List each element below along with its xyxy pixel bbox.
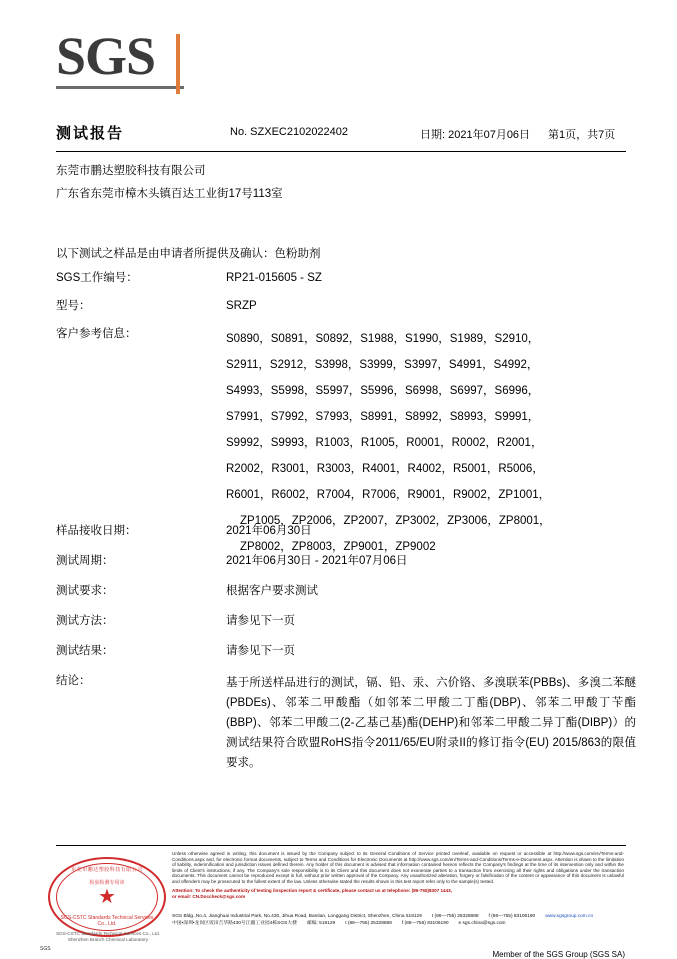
header-divider [56, 151, 626, 152]
sgs-logo-accent [176, 34, 180, 94]
phone-en: t (86—755) 25328888 [431, 914, 479, 919]
legal-attention-line1: Attention: To check the authenticity of testing /inspection report & certificate, please contact us at telephone: (86-755)8307 1443, [172, 887, 452, 893]
list-item: R6001，R6002，R7004，R7006，R9001，R9002，ZP1001， [226, 489, 551, 501]
field-value: 根据客户要求测试 [226, 585, 318, 597]
field-label: 客户参考信息： [56, 328, 137, 340]
field-label: 测试结果： [56, 645, 114, 657]
field-value: SRZP [226, 300, 257, 312]
sgs-logo [56, 28, 196, 90]
legal-notice [172, 851, 624, 900]
field-value: RP21-015605 - SZ [226, 272, 322, 284]
fax-cn: f (86—755) 83106190 [401, 921, 449, 927]
sgs-footer-mark: SGS [40, 946, 51, 952]
sgs-logo-bar [56, 86, 184, 89]
member-note: Member of the SGS Group (SGS SA) [492, 950, 625, 959]
legal-attention-line2[interactable]: or email: CN.Doccheck@sgs.com [172, 893, 246, 899]
field-list-lower [56, 523, 636, 786]
field-row [56, 270, 636, 287]
field-row [56, 523, 636, 540]
list-item: S9992，S9993，R1003，R1005，R0001，R0002，R2001， [226, 437, 543, 449]
page-title: 测试报告 [56, 125, 125, 142]
page-indicator: 第1页，共7页 [548, 129, 616, 141]
address-row-cn [172, 920, 624, 927]
stamp-caption-line1: SGS-CSTC Standards Technical Services Co., Ltd. [56, 931, 160, 936]
legal-text: Unless otherwise agreed in writing, this document is issued by the Company subject to its General Conditions of Service printed overleaf, available on request or accessible at http://www.sgs.com/en/Terms-and-Conditions.aspx and, for electronic format documents, subject to Terms and Conditions for Electronic Documents at http://www.sgs.com/en/Terms-and-Conditions/Terms-e-Document.aspx. Attention is drawn to the limitation of liability, indemnification and jurisdiction issues defined therein. Any holder of this document is advised that information contained hereon reflects the Company's findings at the time of its intervention only and within the limits of Client's instructions, if any. The Company's sole responsibility is to its Client and this document does not exonerate parties to a transaction from exercising all their rights and obligations under the transaction documents. This document cannot be reproduced except in full, without prior written approval of the Company. Any unauthorized alteration, forgery or falsification of the content or appearance of this document is unlawful and offenders may be prosecuted to the fullest extent of the law. Unless otherwise stated the results shown in this test report refer only to the sample(s) tested. [172, 851, 624, 884]
sgs-logo-text: SGS [56, 26, 156, 86]
list-item: S7991，S7992，S7993，S8991，S8992，S8993，S9991， [226, 411, 540, 423]
website-link[interactable]: www.sgsgroup.com.cn [545, 914, 594, 919]
zip-cn: 邮编: 518129 [306, 921, 336, 927]
company-name: 东莞市鹏达塑胶科技有限公司 [56, 165, 206, 177]
conclusion-row [56, 673, 636, 773]
footer-address-block [172, 913, 624, 928]
email-link[interactable]: e sgs.china@sgs.com [458, 921, 506, 927]
fax-en: f (86—755) 83106190 [488, 914, 536, 919]
list-item: ZP8002，ZP8003，ZP9001，ZP9002 [240, 541, 436, 553]
field-label: 测试方法： [56, 615, 114, 627]
field-label: SGS工作编号： [56, 272, 138, 284]
stamp-caption [44, 931, 172, 943]
list-item: S4993，S5998，S5997，S5996，S6998，S6997，S6996， [226, 385, 540, 397]
field-value: 请参见下一页 [226, 645, 295, 657]
list-item: R2002，R3001，R3003，R4001，R4002，R5001，R5006， [226, 463, 544, 475]
conclusion-text: 基于所送样品进行的测试，镉、铅、汞、六价铬、多溴联苯(PBBs)、多溴二苯醚(PBDEs)、邻苯二甲酸酯（如邻苯二甲酸二丁酯(DBP)、邻苯二甲酸丁苄酯(BBP)、邻苯二甲酸二(2-乙基己基)酯(DEHP)和邻苯二甲酸二异丁酯(DIBP)）的测试结果符合欧盟RoHS指令2011/65/EU附录II的修订指令(EU) 2015/863的限值要求。 [226, 677, 636, 769]
field-row [56, 298, 636, 315]
star-icon: ★ [98, 886, 116, 908]
field-value: 2021年06月30日 [226, 525, 312, 537]
stamp-caption-line2: Shenzhen Branch Chemical Laboratory [67, 937, 149, 942]
field-row [56, 643, 636, 660]
stamp-bottom-text: SGS-CSTC Standards Technical Services Co., Ltd. [60, 915, 154, 927]
report-number: No. SZXEC2102022402 [230, 126, 349, 138]
stamp-mid-text: 检验检测专用章 [89, 880, 125, 886]
stamp-top-text: 东莞市鹏达塑胶科技有限公司 [71, 867, 143, 873]
field-label: 型号： [56, 300, 91, 312]
field-label: 结论： [56, 675, 91, 687]
list-item: S0890，S0891，S0892，S1988，S1990，S1989，S2910， [226, 333, 540, 345]
field-value: 2021年06月30日 - 2021年07月06日 [226, 555, 408, 567]
field-row [56, 613, 636, 630]
company-block [56, 160, 283, 206]
legal-attention [172, 888, 624, 900]
address-en: SGS Bldg.,No.4, Jianghuai Industrial Park, No.430, Jihua Road, Bantian, Longgang District, Shenzhen, China 518129 [172, 914, 422, 919]
field-row [56, 553, 636, 570]
phone-cn: t (86—755) 25328888 [345, 921, 392, 927]
company-address: 广东省东莞市樟木头镇百达工业街17号113室 [56, 188, 283, 200]
field-label: 测试要求： [56, 585, 114, 597]
report-header [56, 122, 626, 148]
address-row-en [172, 913, 624, 920]
list-item: S2911，S2912，S3998，S3999，S3997，S4991，S4992， [226, 359, 539, 371]
address-cn: 中国•深圳•龙岗区坂田吉华路430号江疆工业园4栋SGS大楼 [172, 921, 297, 927]
field-label: 测试周期： [56, 555, 114, 567]
field-value: 请参见下一页 [226, 615, 295, 627]
list-item: ZP1005，ZP2006，ZP2007，ZP3002，ZP3006，ZP8001， [240, 515, 551, 527]
report-date: 日期: 2021年07月06日 [420, 129, 531, 141]
sample-intro: 以下测试之样品是由申请者所提供及确认：色粉助剂 [56, 248, 321, 260]
field-label: 样品接收日期： [56, 525, 137, 537]
official-stamp [48, 857, 168, 943]
footer-divider [56, 845, 626, 846]
field-row [56, 583, 636, 600]
